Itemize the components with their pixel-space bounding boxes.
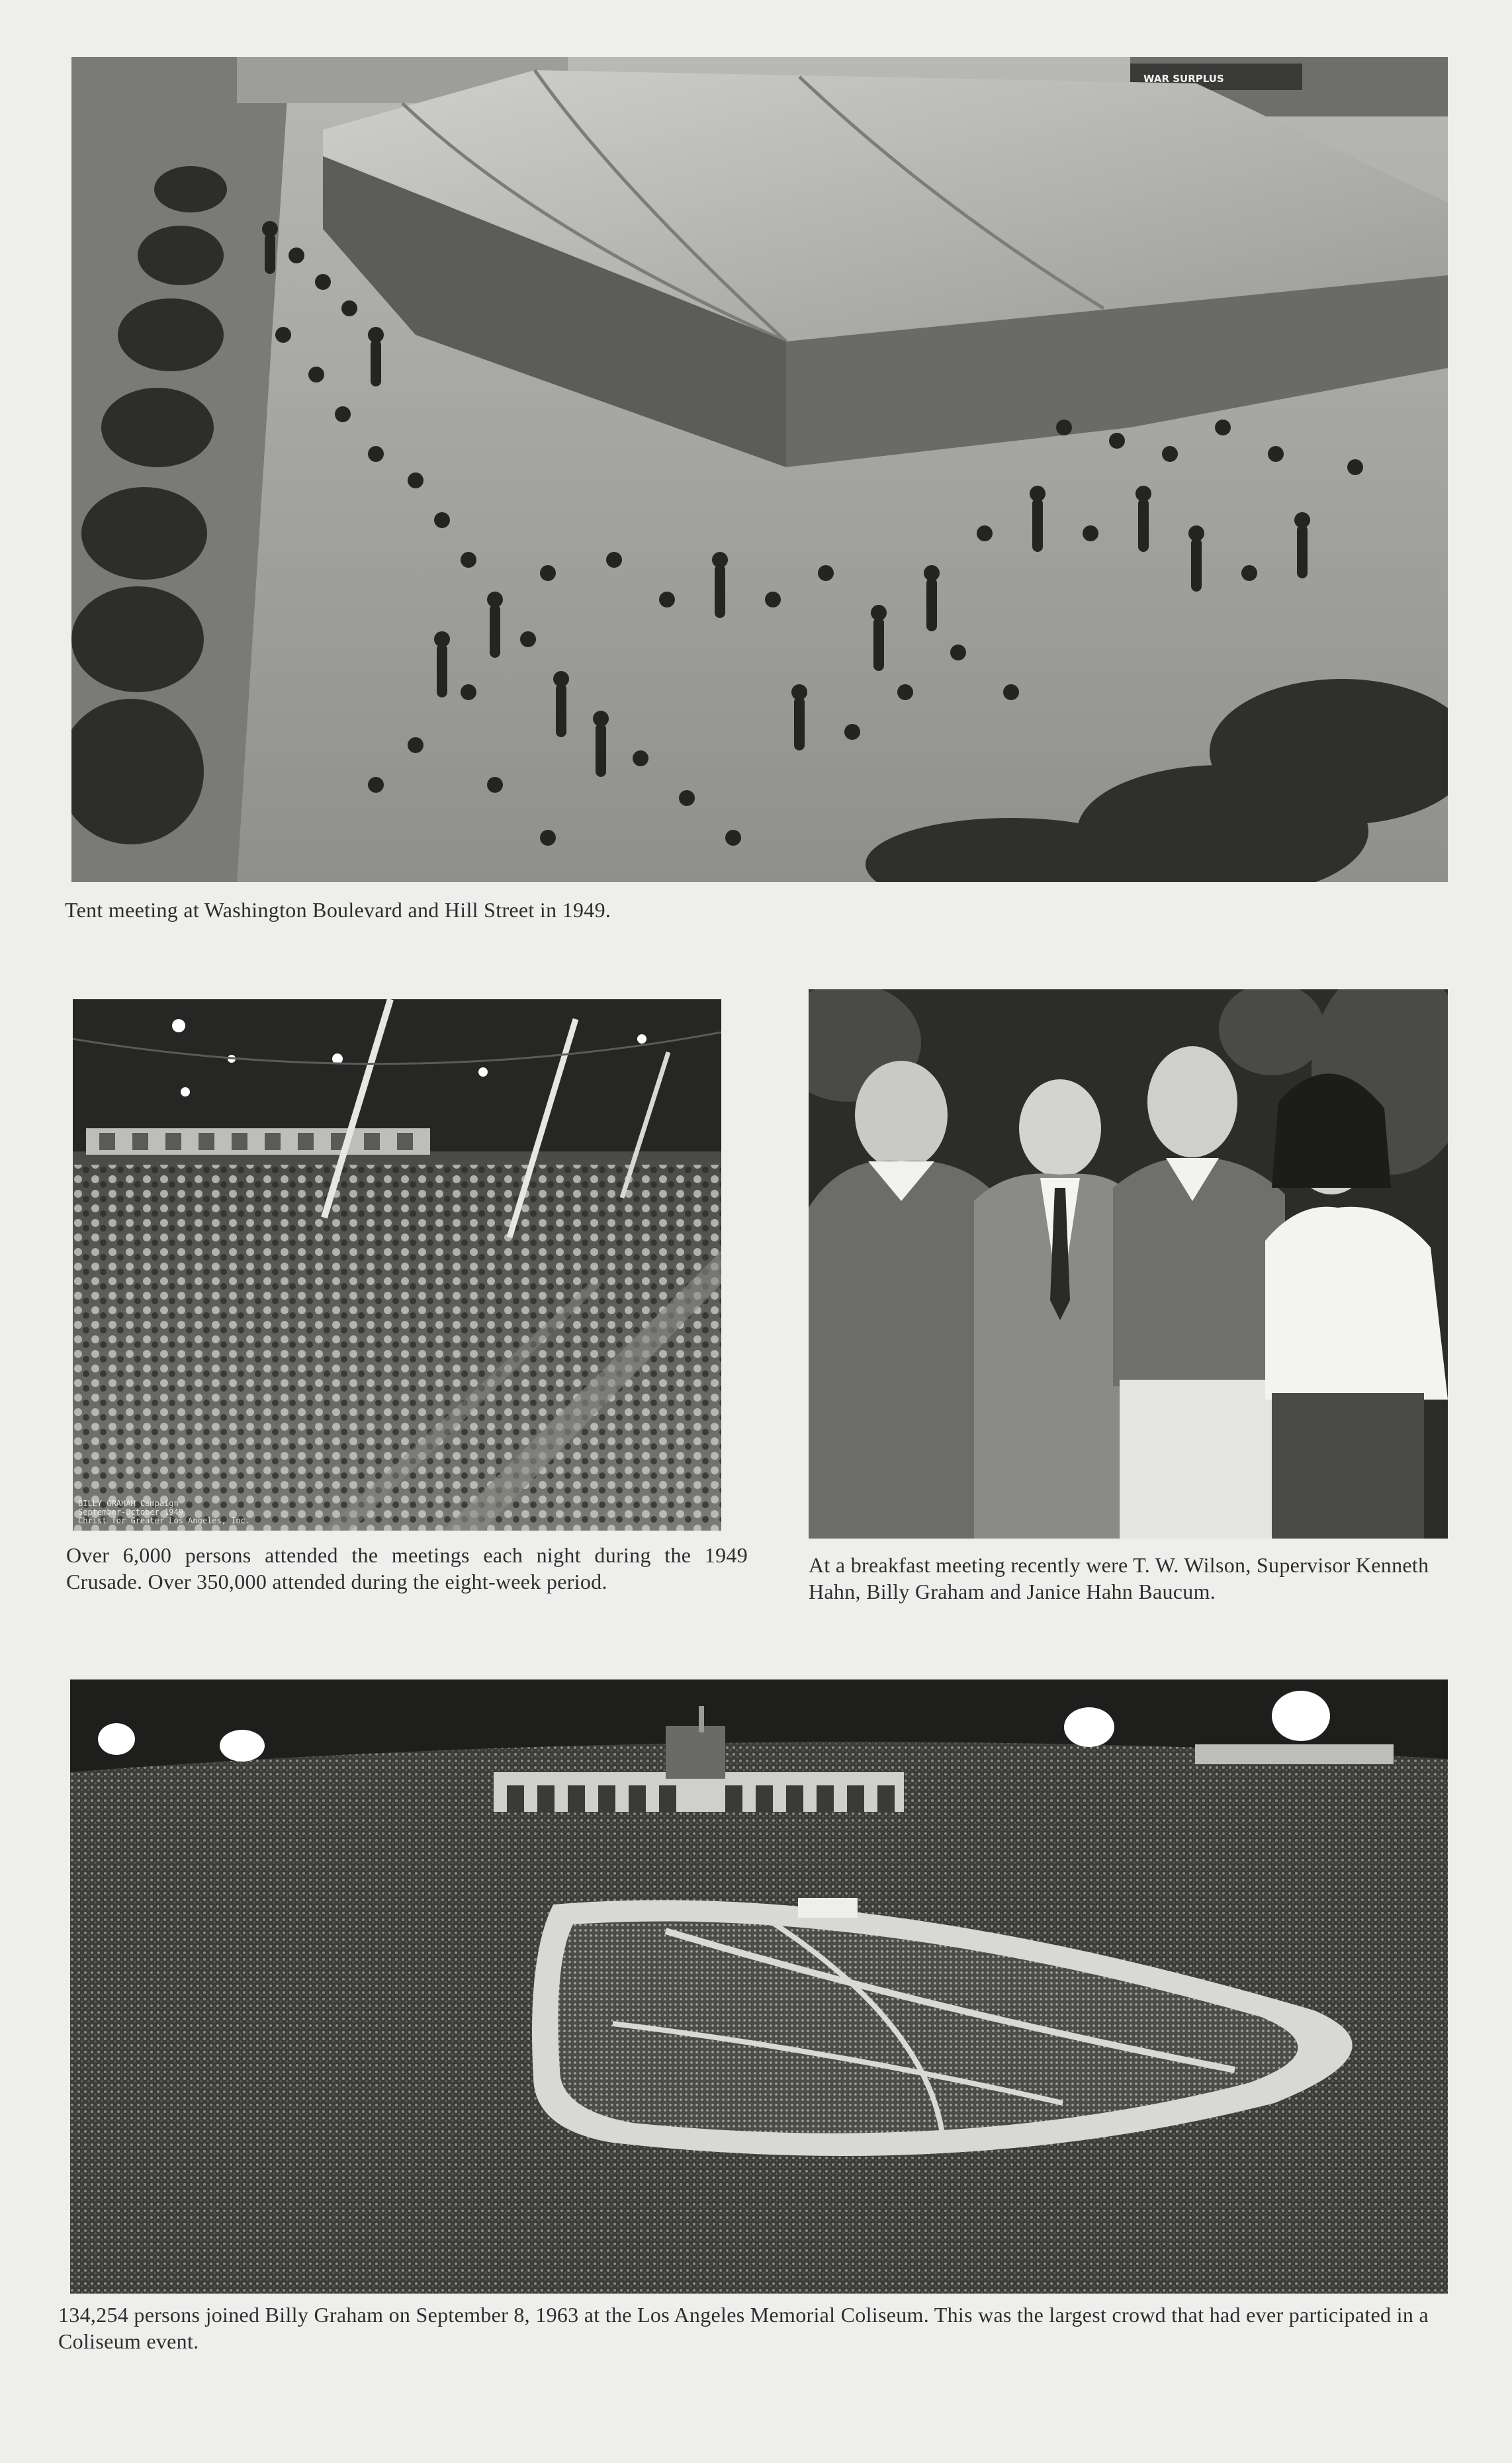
tent-meeting-photo bbox=[71, 57, 1448, 882]
breakfast-meeting-photo bbox=[809, 989, 1448, 1539]
crusade-interior-photo bbox=[73, 999, 721, 1531]
breakfast-caption: At a breakfast meeting recently were T. W. Wilson, Supervisor Kenneth Hahn, Billy Graham and Janice Hahn Baucum. bbox=[809, 1553, 1429, 1603]
war-surplus-sign: WAR SURPLUS bbox=[1143, 73, 1224, 85]
crusade-caption: Over 6,000 persons attended the meetings each night during the 1949 Crusade. Over 350,000 attended during the eight-week period. bbox=[66, 1543, 748, 1593]
coliseum-photo bbox=[70, 1679, 1448, 2294]
coliseum-caption: 134,254 persons joined Billy Graham on September 8, 1963 at the Los Angeles Memorial Coliseum. This was the largest crowd that had ever participated in a Coliseum event. bbox=[58, 2303, 1429, 2353]
photo-stamp-text: BILLY GRAHAM Campaign September-October 1949 Christ for Greater Los Angeles, Inc. bbox=[78, 1499, 251, 1525]
tent-meeting-caption: Tent meeting at Washington Boulevard and Hill Street in 1949. bbox=[65, 898, 611, 922]
